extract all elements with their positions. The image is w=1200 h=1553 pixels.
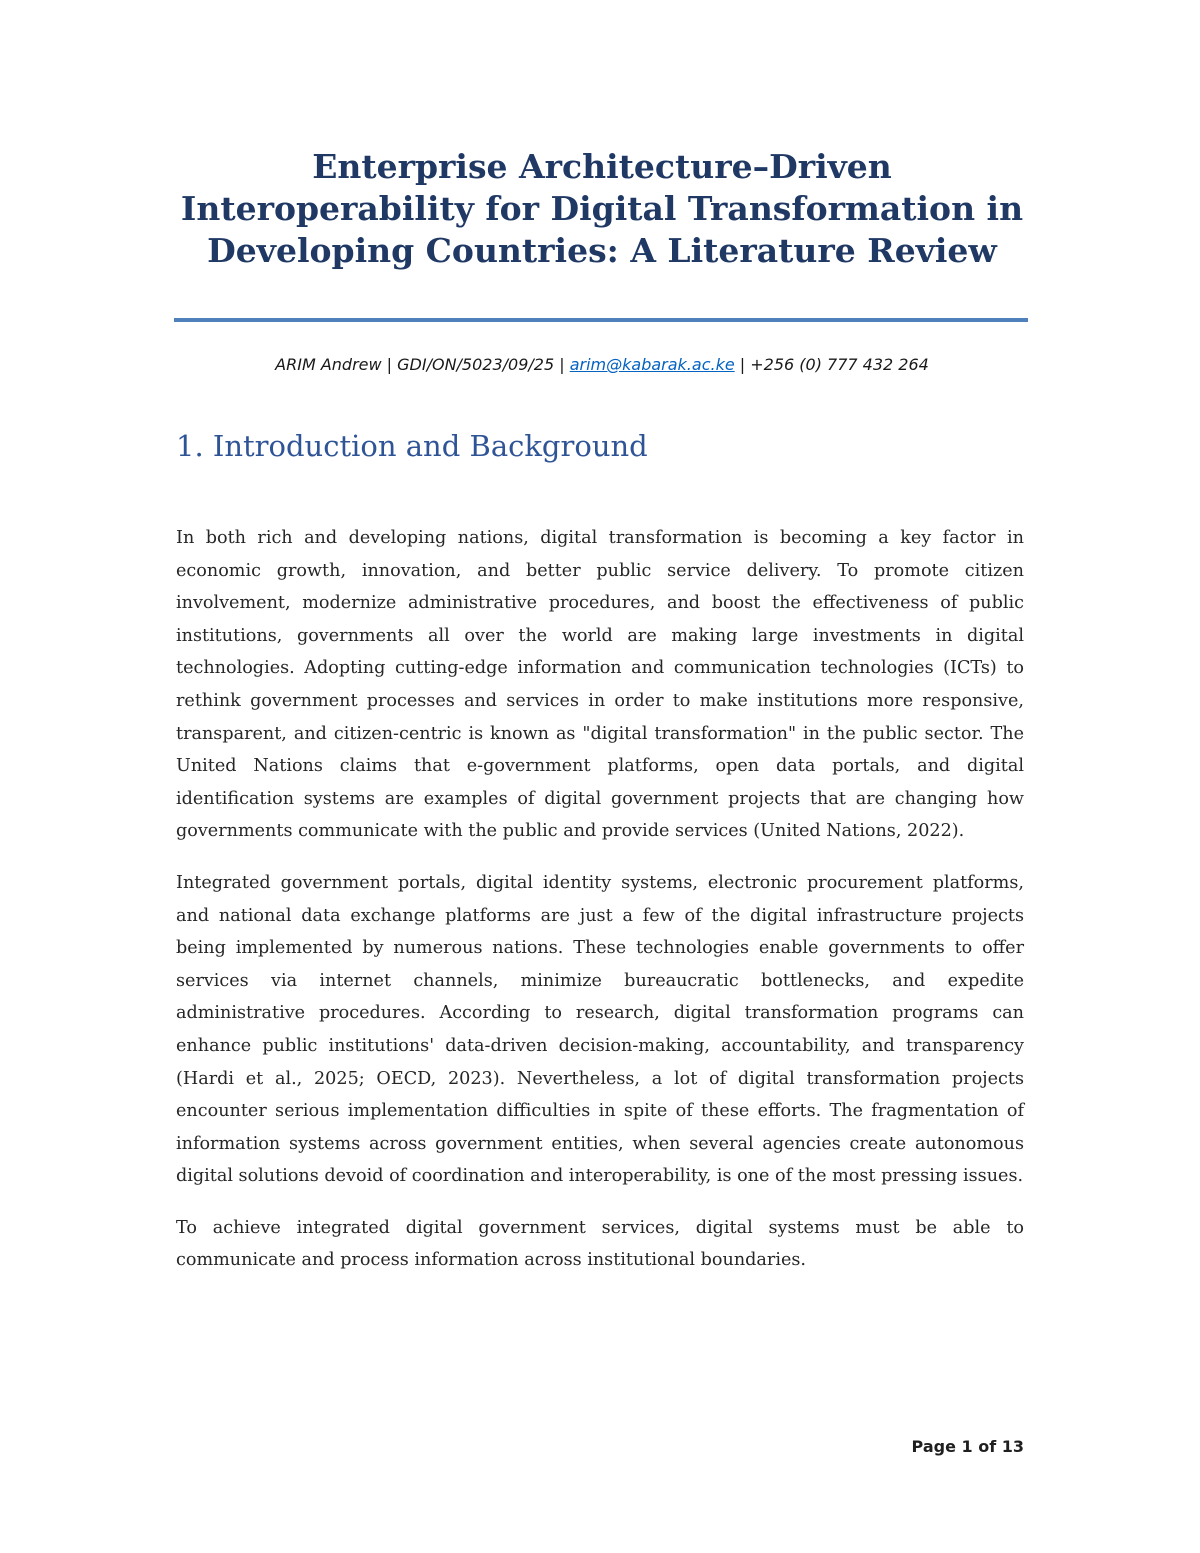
section-body <box>176 522 1024 1296</box>
paragraph: To achieve integrated digital government services, digital systems must be able to communicate and process information across institutional boundaries. <box>176 1217 1024 1271</box>
document-title: Enterprise Architecture–Driven Interoperability for Digital Transformation in Developing Countries: A Literature Review <box>180 147 1024 270</box>
title-divider <box>174 318 1028 322</box>
paragraph: Integrated government portals, digital identity systems, electronic procurement platforms, and national data exchange platforms are just a few of the digital infrastructure projects being implemented by numerous nations. These technologies enable governments to offer services via internet channels, minimize bureaucratic bottlenecks, and expedite administrative procedures. According to research, digital transformation programs can enhance public institutions' data-driven decision-making, accountability, and transparency (Hardi et al., 2025; OECD, 2023). Nevertheless, a lot of digital transformation projects encounter serious implementation difficulties in spite of these efforts. The fragmentation of information systems across government entities, when several agencies create autonomous digital solutions devoid of coordination and interoperability, is one of the most pressing issues. <box>176 872 1024 1187</box>
author-phone: | +256 (0) 777 432 264 <box>734 355 929 374</box>
title-block <box>176 146 1028 272</box>
author-email-link[interactable]: arim@kabarak.ac.ke <box>569 355 735 374</box>
paragraph: In both rich and developing nations, digital transformation is becoming a key factor in economic growth, innovation, and better public service delivery. To promote citizen involvement, modernize administrative procedures, and boost the effectiveness of public institutions, governments all over the world are making large investments in digital technologies. Adopting cutting-edge information and communication technologies (ICTs) to rethink government processes and services in order to make institutions more responsive, transparent, and citizen-centric is known as "digital transformation" in the public sector. The United Nations claims that e-government platforms, open data portals, and digital identification systems are examples of digital government projects that are changing how governments communicate with the public and provide services (United Nations, 2022). <box>176 528 1024 842</box>
page-number: Page 1 of 13 <box>911 1437 1024 1456</box>
author-line <box>176 353 1028 377</box>
author-info: ARIM Andrew | GDI/ON/5023/09/25 | <box>275 355 570 374</box>
section-heading: 1. Introduction and Background <box>176 429 648 463</box>
